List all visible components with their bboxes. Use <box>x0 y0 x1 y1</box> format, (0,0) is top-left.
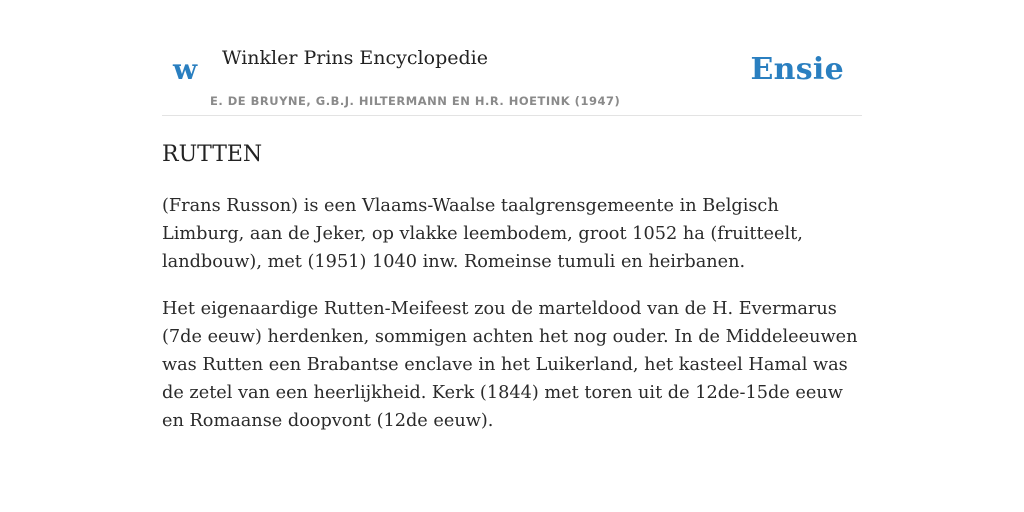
site-title: Winkler Prins Encyclopedie <box>222 47 488 69</box>
entry-paragraph: (Frans Russon) is een Vlaams-Waalse taalgrensgemeente in Belgisch Limburg, aan de Jeker, op vlakke leembodem, groot 1052 ha (fruitteelt, landbouw), met (1951) 1040 inw. Romeinse tumuli en heirbanen. <box>162 196 803 272</box>
entry-title: RUTTEN <box>162 142 263 167</box>
entry-paragraph: Het eigenaardige Rutten-Meifeest zou de marteldood van de H. Evermarus (7de eeuw) herdenken, sommigen achten het nog ouder. In de Middeleeuwen was Rutten een Brabantse enclave in het Luikerland, het kasteel Hamal was de zetel van een heerlijkheid. Kerk (1844) met toren uit de 12de-15de eeuw en Romaanse doopvont (12de eeuw). <box>162 299 858 431</box>
page <box>162 0 862 431</box>
winkler-prins-logo[interactable]: w <box>173 53 198 86</box>
ensie-logo-link[interactable]: Ensie <box>750 52 844 87</box>
entry-body <box>162 192 862 454</box>
authors-line: E. DE BRUYNE, G.B.J. HILTERMANN EN H.R. HOETINK (1947) <box>210 94 621 108</box>
header <box>162 0 862 116</box>
